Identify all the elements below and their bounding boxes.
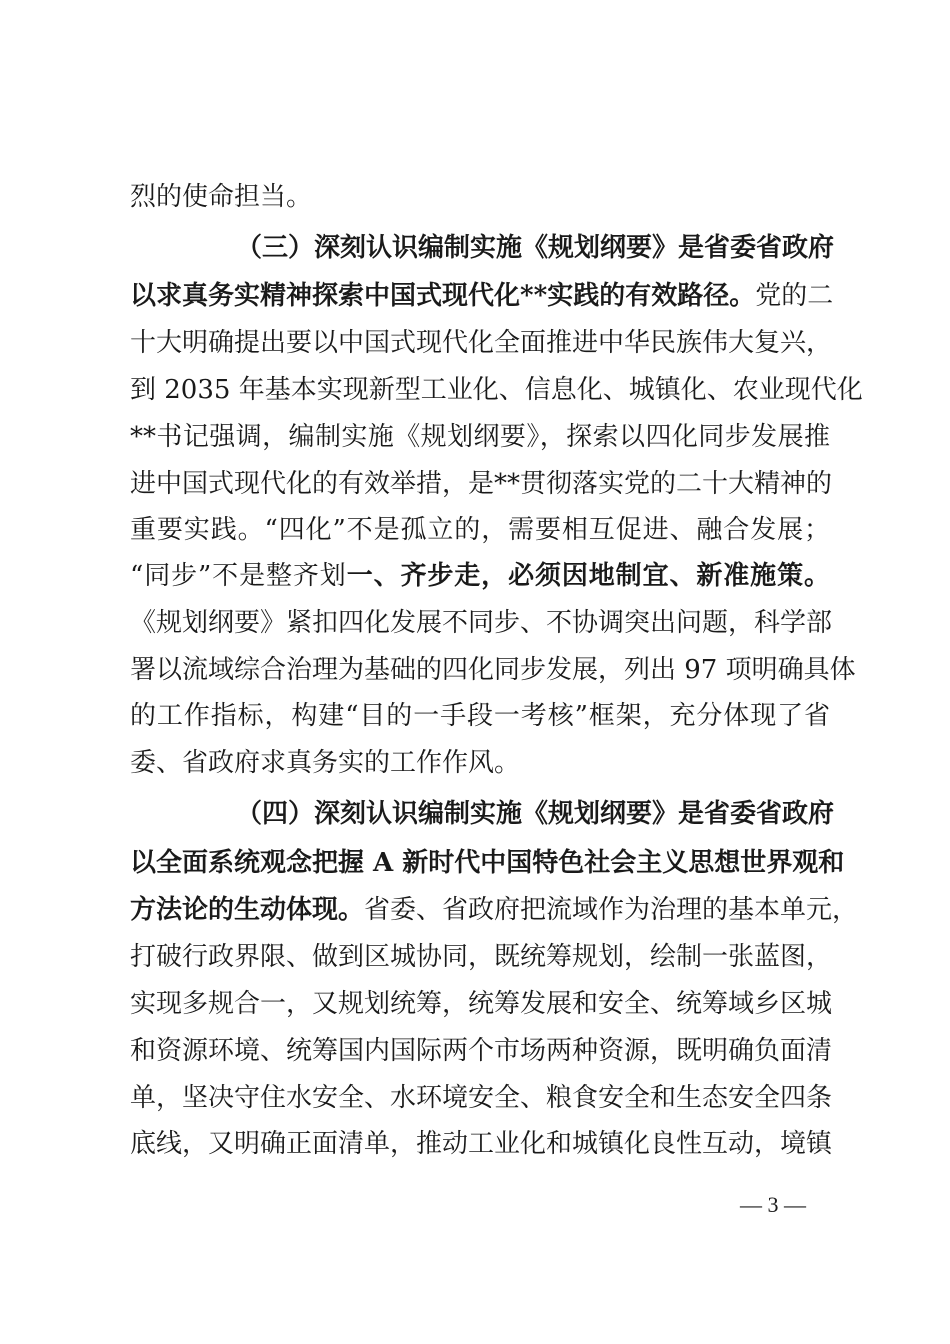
text-line: “同步”不是整齐划一、齐步走，必须因地制宜、新准施策。: [130, 561, 830, 591]
text-line: 单，坚决守住水安全、水环境安全、粮食安全和生态安全四条: [130, 1083, 833, 1113]
section-heading-4-end: 方法论的生动体现。: [130, 895, 365, 925]
text-line: 重要实践。“四化”不是孤立的，需要相互促进、融合发展；: [130, 515, 830, 545]
text-line: 的工作指标，构建“目的一手段一考核”框架，充分体现了省: [130, 701, 830, 731]
text-line: 十大明确提出要以中国式现代化全面推进中华民族伟大复兴，: [130, 328, 833, 358]
text-line: 和资源环境、统筹国内国际两个市场两种资源，既明确负面清: [130, 1036, 833, 1066]
text-line: 委、省政府求真务实的工作作风。: [130, 748, 521, 778]
text-line: 打破行政界限、做到区城协同，既统筹规划，绘制一张蓝图，: [130, 942, 833, 972]
text-line: 底线，又明确正面清单，推动工业化和城镇化良性互动，境镇: [130, 1129, 833, 1159]
text-line: 《规划纲要》紧扣四化发展不同步、不协调突出问题，科学部: [130, 608, 833, 638]
text-line: 烈的使命担当。: [130, 182, 313, 212]
section-heading-3-cont: 以求真务实精神探索中国式现代化**实践的有效路径。: [130, 281, 756, 311]
text-line: **书记强调，编制实施《规划纲要》，探索以四化同步发展推: [130, 422, 830, 452]
section-heading-3: （三）深刻认识编制实施《规划纲要》是省委省政府: [236, 233, 835, 263]
text-line: 方法论的生动体现。省委、省政府把流域作为治理的基本单元，: [130, 895, 859, 925]
text-line: 以求真务实精神探索中国式现代化**实践的有效路径。党的二: [130, 281, 834, 311]
text-line: 进中国式现代化的有效举措，是**贯彻落实党的二十大精神的: [130, 469, 833, 499]
bold-emphasis: 一、齐步走，必须因地制宜、新准施策。: [346, 561, 830, 591]
section-heading-4: （四）深刻认识编制实施《规划纲要》是省委省政府: [236, 799, 835, 829]
text-line: 实现多规合一，又规划统筹，统筹发展和安全、统筹域乡区城: [130, 989, 833, 1019]
text-line: 到 2035 年基本实现新型工业化、信息化、城镇化、农业现代化: [130, 375, 863, 405]
text-line: 署以流域综合治理为基础的四化同步发展，列出 97 项明确具体: [130, 655, 856, 685]
section-heading-4-cont: 以全面系统观念把握 A 新时代中国特色社会主义思想世界观和: [130, 848, 845, 878]
page-number: — 3 —: [740, 1192, 806, 1217]
